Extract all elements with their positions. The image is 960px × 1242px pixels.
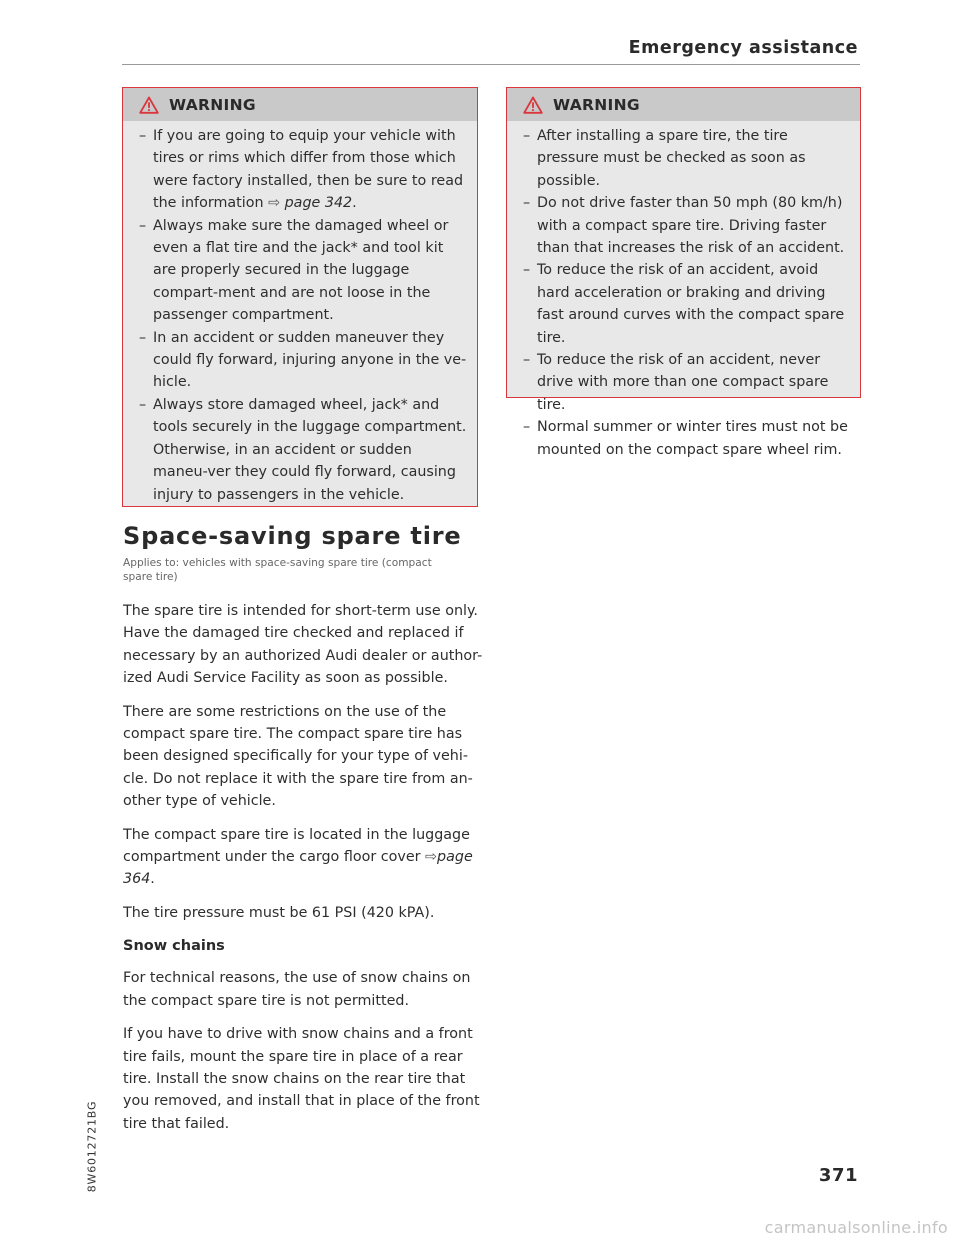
- body-paragraph: There are some restrictions on the use of the compact spare tire. The compact spare tire has been designed specifically for your type of vehi-cle. Do not replace it with the spare tire from an-other type of vehicle.: [123, 703, 473, 810]
- warning-item: – To reduce the risk of an accident, never drive with more than one compact spare tire.: [523, 349, 850, 416]
- warning-box-right: [506, 87, 861, 458]
- warning-list: [123, 121, 477, 506]
- running-header: Emergency assistance: [628, 38, 858, 58]
- warning-item: – After installing a spare tire, the tire pressure must be checked as soon as possible.: [523, 125, 850, 192]
- body-paragraph: If you have to drive with snow chains and a front tire fails, mount the spare tire in place of a rear tire. Install the snow chains on the rear tire that you removed, and install that in place of the front tire that failed.: [123, 1026, 480, 1132]
- warning-item: – If you are going to equip your vehicle with tires or rims which differ from those which were factory installed, then be sure to read the information ⇨ page 342.: [139, 125, 467, 215]
- section-title: Space-saving spare tire: [123, 522, 462, 550]
- warning-title: WARNING: [553, 95, 640, 114]
- body-paragraph: For technical reasons, the use of snow chains on the compact spare tire is not permitted.: [123, 970, 471, 1009]
- warning-item: – In an accident or sudden maneuver they could fly forward, injuring anyone in the ve-hicle.: [139, 327, 467, 394]
- warning-box-left: [122, 87, 478, 507]
- subheading-snow-chains: Snow chains: [123, 938, 225, 955]
- warning-item: – Always make sure the damaged wheel or even a flat tire and the jack* and tool kit are properly secured in the luggage compart-ment and are not loose in the passenger compartment.: [139, 215, 467, 327]
- cross-reference-link[interactable]: page 342: [284, 195, 353, 212]
- warning-triangle-icon: [139, 96, 159, 114]
- warning-item: – Do not drive faster than 50 mph (80 km/h) with a compact spare tire. Driving faster than that increases the risk of an accident.: [523, 192, 850, 259]
- page-number: 371: [818, 1165, 858, 1186]
- warning-title: WARNING: [169, 95, 256, 114]
- cross-reference-link[interactable]: page 364: [123, 849, 473, 888]
- body-paragraph: The tire pressure must be 61 PSI (420 kPA).: [123, 904, 435, 921]
- warning-header: [507, 88, 860, 121]
- watermark: carmanualsonline.info: [764, 1218, 948, 1237]
- cross-reference-arrow-icon: ⇨: [268, 195, 281, 212]
- document-code: 8W6012721BG: [85, 1100, 99, 1192]
- warning-triangle-icon: [523, 96, 543, 114]
- header-rule: [122, 64, 860, 65]
- warning-list: [507, 121, 860, 461]
- warning-item: – To reduce the risk of an accident, avoid hard acceleration or braking and driving fast around curves with the compact spare tire.: [523, 259, 850, 349]
- body-column: [123, 600, 483, 1146]
- body-paragraph: The compact spare tire is located in the luggage compartment under the cargo floor cover ⇨page 364.: [123, 826, 473, 888]
- warning-item: – Always store damaged wheel, jack* and tools securely in the luggage compartment. Otherwise, in an accident or sudden maneu-ver they could fly forward, causing injury to passengers in the vehicle.: [139, 394, 467, 506]
- warning-header: [123, 88, 477, 121]
- body-paragraph: The spare tire is intended for short-term use only. Have the damaged tire checked and replaced if necessary by an authorized Audi dealer or author-ized Audi Service Facility as soon as possible.: [123, 603, 483, 687]
- cross-reference-arrow-icon: ⇨: [425, 849, 438, 866]
- warning-item: – Normal summer or winter tires must not be mounted on the compact spare wheel rim.: [523, 416, 850, 461]
- applies-to-note: Applies to: vehicles with space-saving spare tire (compact spare tire): [123, 557, 432, 583]
